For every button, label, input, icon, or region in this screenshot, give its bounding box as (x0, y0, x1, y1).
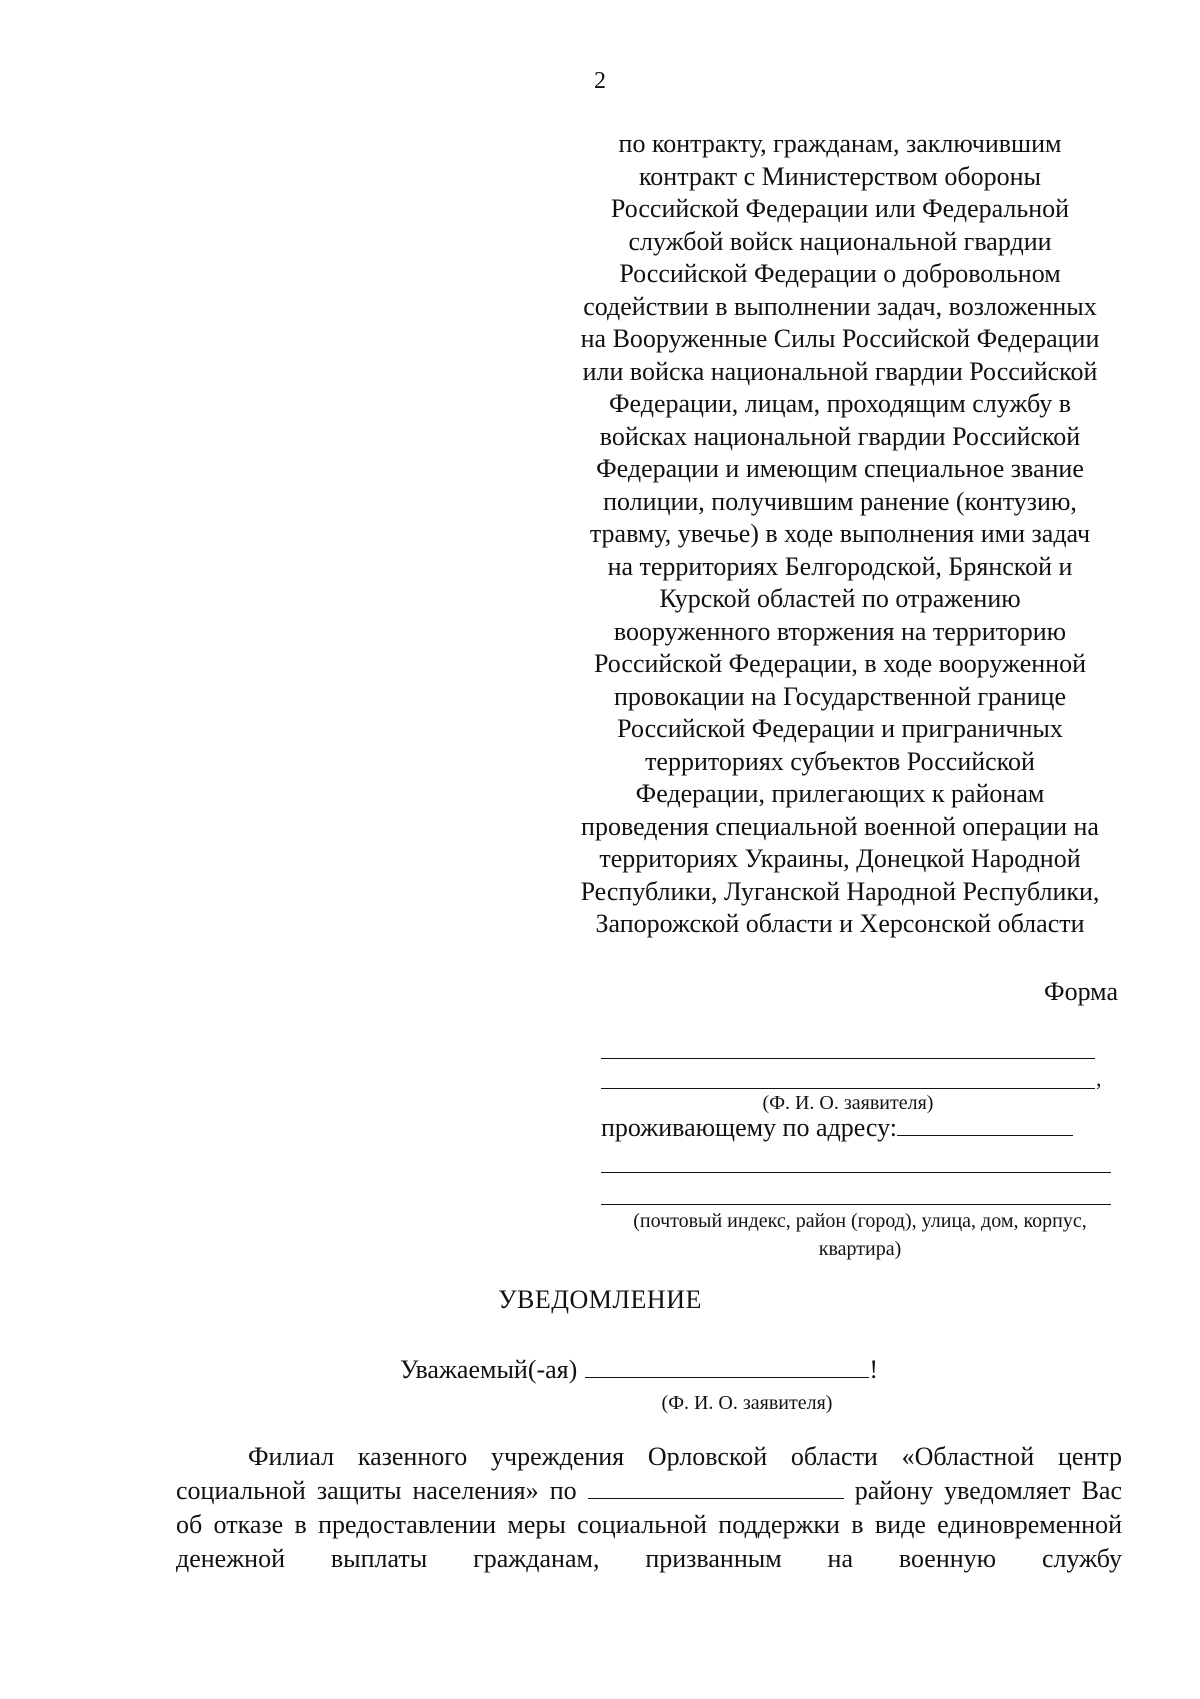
annex-heading-line: по контракту, гражданам, заключившим (618, 129, 1062, 158)
annex-heading-line: Российской Федерации или Федеральной (610, 194, 1070, 223)
greeting-name-field[interactable] (585, 1355, 869, 1378)
annex-heading-line: на территориях Белгородской, Брянской и (607, 551, 1073, 581)
annex-heading-line: полиции, получившим ранение (контузию, (603, 486, 1077, 516)
address-caption (590, 1207, 1130, 1263)
address-label (601, 1113, 1073, 1143)
annex-heading-line: содействии в выполнении задач, возложенных (583, 291, 1097, 321)
recipient-name-line-1[interactable] (601, 1058, 1095, 1059)
address-line-3[interactable] (601, 1204, 1111, 1205)
annex-heading-line: травму, увечье) в ходе выполнения ими задач (589, 519, 1091, 548)
annex-heading-line: Федерации, прилегающих к районам (635, 779, 1045, 808)
annex-heading-line: Федерации, лицам, проходящим службу в (609, 389, 1071, 418)
notice-body-line-2 (176, 1474, 1122, 1508)
address-caption-line-1: (почтовый индекс, район (город), улица, дом, корпус, (633, 1210, 1087, 1232)
form-label: Форма (1044, 977, 1118, 1006)
notice-body-line-4: денежной выплаты гражданам, призванным на военную службу (176, 1544, 1122, 1573)
annex-heading-line: вооруженного вторжения на территорию (613, 616, 1067, 646)
address-line-2[interactable] (601, 1172, 1111, 1173)
address-field-inline[interactable] (897, 1113, 1073, 1136)
page-number: 2 (594, 68, 606, 94)
annex-heading-line: территориях Украины, Донецкой Народной (599, 844, 1081, 873)
annex-heading-line: Республики, Луганской Народной Республики, (580, 876, 1100, 906)
annex-heading-line: проведения специальной военной операции на (581, 811, 1099, 841)
notice-body (176, 1440, 1122, 1576)
greeting-prefix: Уважаемый(-ая) (400, 1355, 578, 1384)
annex-heading-line: территориях субъектов Российской (645, 746, 1035, 776)
address-label-text: проживающему по адресу: (601, 1113, 898, 1142)
recipient-name-caption: (Ф. И. О. заявителя) (762, 1092, 934, 1114)
annex-heading-line: Российской Федерации, в ходе вооруженной (593, 649, 1087, 678)
annex-heading-line: Запорожской области и Херсонской области (595, 909, 1085, 938)
annex-heading-line: войсках национальной гвардии Российской (599, 421, 1081, 451)
recipient-name-line-2[interactable] (601, 1088, 1095, 1089)
recipient-name-comma: , (1096, 1066, 1102, 1091)
annex-heading-line: контракт с Министерством обороны (638, 161, 1041, 191)
address-caption-line-2: квартира) (818, 1238, 902, 1260)
annex-heading-line: или войска национальной гвардии Российской (582, 356, 1098, 386)
district-field[interactable] (588, 1476, 844, 1499)
greeting-caption: (Ф. И. О. заявителя) (661, 1392, 833, 1414)
annex-heading-line: Российской Федерации и приграничных (617, 714, 1063, 743)
notice-body-line-2-end: району уведомляет Вас (854, 1476, 1122, 1505)
annex-heading-line: на Вооруженные Силы Российской Федерации (580, 324, 1100, 353)
annex-heading-line: провокации на Государственной границе (613, 681, 1066, 711)
annex-heading-line: Курской областей по отражению (659, 584, 1021, 613)
greeting (400, 1355, 878, 1385)
notice-body-line-1: Филиал казенного учреждения Орловской области «Областной центр (248, 1442, 1122, 1471)
annex-heading-line: службой войск национальной гвардии (628, 226, 1052, 256)
annex-heading-block (540, 128, 1140, 941)
notice-title: УВЕДОМЛЕНИЕ (498, 1285, 702, 1314)
greeting-suffix: ! (869, 1355, 878, 1384)
annex-heading-line: Российской Федерации о добровольном (619, 259, 1061, 288)
annex-heading-line: Федерации и имеющим специальное звание (596, 454, 1084, 483)
notice-body-line-2-start: социальной защиты населения» по (176, 1476, 577, 1505)
notice-body-line-3: об отказе в предоставлении меры социальной поддержки в виде единовременной (176, 1510, 1122, 1539)
